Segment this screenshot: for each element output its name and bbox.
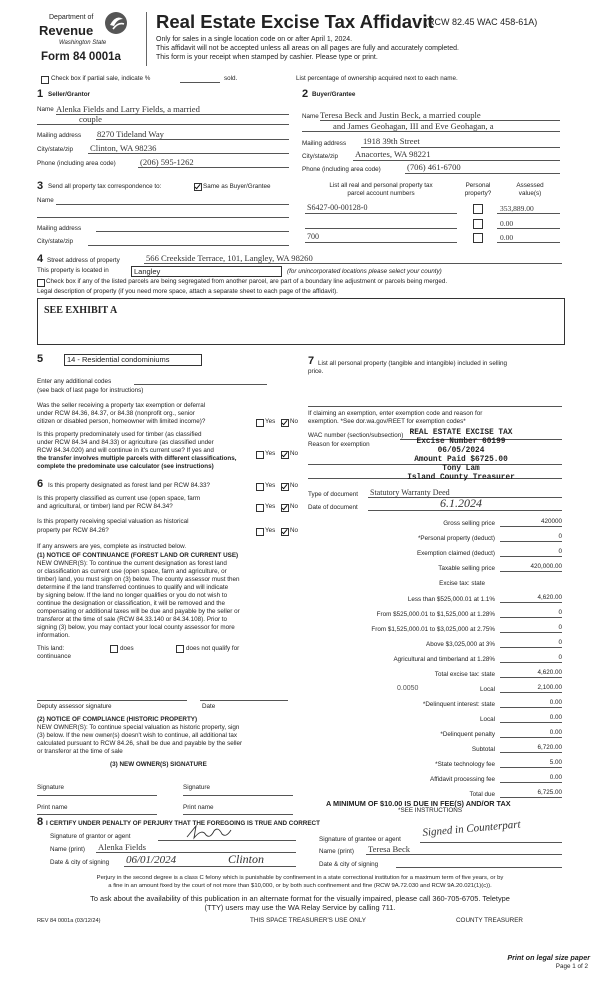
- county-treasurer-label: COUNTY TREASURER: [456, 917, 523, 924]
- seller-mailing-label: Mailing address: [37, 132, 82, 139]
- local-rate: 0.0050: [397, 685, 419, 692]
- tax-value[interactable]: 420,000.00: [530, 563, 562, 570]
- use-code-value: 14 - Residential condominiums: [67, 355, 170, 364]
- buyer-name-line1[interactable]: Teresa Beck and Justin Beck, a married couple: [320, 110, 481, 120]
- signature-label-1: Signature: [37, 784, 64, 791]
- buyer-number: 2: [302, 88, 309, 100]
- personal-property-checkbox[interactable]: [473, 204, 483, 214]
- tax-label: Local: [479, 716, 495, 723]
- no-label: No: [290, 450, 299, 457]
- tax-label: Gross selling price: [443, 520, 495, 527]
- timber-question-4: the transfer involves multiple parcels with different classifications,: [37, 455, 237, 462]
- tax-value[interactable]: 5.00: [549, 759, 562, 766]
- partial-sale-checkbox[interactable]: [41, 76, 49, 84]
- signature-label-2: Signature: [183, 784, 210, 791]
- tax-label: Exemption claimed (deduct): [416, 550, 495, 557]
- header-line-2: This affidavit will not be accepted unless all areas on all pages are fully and accurately completed.: [156, 45, 459, 52]
- land-not-qualify-label: does not qualify for: [186, 645, 240, 652]
- buyer-mailing-label: Mailing address: [302, 140, 347, 147]
- tax-label: From $1,525,000.01 to $3,025,000 at 2.75%: [371, 626, 495, 633]
- answers-note: If any answers are yes, complete as instructed below.: [37, 543, 187, 550]
- historic-question-1: Is this property receiving special valuation as historical: [37, 518, 189, 525]
- correspondence-city-label: City/state/zip: [37, 238, 74, 245]
- seller-name-line2[interactable]: couple: [79, 114, 102, 124]
- exemption-question-2: under RCW 84.36, 84.37, or 84.38 (nonprofit org., senior: [37, 410, 195, 417]
- correspondence-name-label: Name: [37, 197, 54, 204]
- tax-value[interactable]: 0.00: [549, 729, 562, 736]
- grantor-date-label: Date & city of signing: [50, 859, 110, 866]
- see-instructions: *SEE INSTRUCTIONS: [398, 807, 463, 814]
- tax-label: Affidavit processing fee: [430, 776, 495, 783]
- grantee-date-label: Date & city of signing: [319, 861, 379, 868]
- tax-value[interactable]: 0.00: [549, 774, 562, 781]
- street-label: Street address of property: [47, 257, 120, 264]
- exemption-yes-checkbox[interactable]: [256, 419, 264, 427]
- located-note: (for unincorporated locations please select your county): [287, 268, 442, 275]
- grantor-name[interactable]: Alenka Fields: [98, 842, 146, 852]
- seller-number: 1: [37, 88, 44, 100]
- location-select[interactable]: [131, 266, 282, 277]
- stamp-line: Tony Lam: [442, 465, 480, 473]
- parcel-col-header-1b: parcel account numbers: [347, 190, 415, 197]
- tax-value[interactable]: 0.00: [549, 699, 562, 706]
- tax-label: *Personal property (deduct): [417, 535, 495, 542]
- seller-name-line1[interactable]: Alenka Fields and Larry Fields, a married: [56, 104, 200, 114]
- document-date-label: Date of document: [308, 504, 358, 511]
- exemption-question-1: Was the seller receiving a property tax exemption or deferral: [37, 402, 206, 409]
- tax-value[interactable]: 2,100.00: [537, 684, 562, 691]
- tax-value[interactable]: 0.00: [549, 714, 562, 721]
- legal-description-field[interactable]: [37, 298, 565, 345]
- current-use-question-1: Is this property classified as current use (open space, farm: [37, 495, 201, 502]
- exemption-no-checkbox[interactable]: [281, 419, 289, 427]
- grantor-date[interactable]: 06/01/2024: [126, 854, 177, 866]
- timber-yes-checkbox[interactable]: [256, 451, 264, 459]
- print-legal-note: Print on legal size paper: [507, 953, 590, 962]
- stamp-line: Excise Number 60199: [416, 438, 506, 446]
- buyer-phone[interactable]: (706) 461-6700: [407, 162, 461, 172]
- yes-label: Yes: [265, 503, 276, 510]
- timber-question-1: Is this property predominately used for timber (as classified: [37, 431, 202, 438]
- tax-value[interactable]: 0: [558, 639, 562, 646]
- partial-sale-sold: sold.: [224, 75, 238, 82]
- continuance-line: compensating or additional taxes will be due and payable by the seller or: [37, 608, 240, 615]
- compliance-heading: (2) NOTICE OF COMPLIANCE (HISTORIC PROPERTY): [37, 716, 198, 723]
- continuance-heading: (1) NOTICE OF CONTINUANCE (FOREST LAND OR CURRENT USE): [37, 552, 239, 559]
- print-name-label-2: Print name: [183, 804, 214, 811]
- current-use-no-checkbox[interactable]: [281, 504, 289, 512]
- additional-codes-label: Enter any additional codes: [37, 378, 112, 385]
- logo-emblem-icon: [103, 10, 129, 36]
- assessed-value[interactable]: 353,889.00: [500, 204, 534, 213]
- same-as-buyer-label: Same as Buyer/Grantee: [203, 183, 271, 190]
- tax-label: Above $3,025,000 at 3%: [426, 641, 495, 648]
- parcel-col-header-2b: property?: [464, 190, 492, 197]
- land-does-checkbox[interactable]: [110, 645, 118, 653]
- header-line-3: This form is your receipt when stamped by cashier. Please type or print.: [156, 54, 378, 61]
- dor-logo: [37, 10, 129, 66]
- stamp-line: REAL ESTATE EXCISE TAX: [409, 429, 513, 437]
- page-number: Page 1 of 2: [555, 963, 588, 970]
- tax-label: *Delinquent interest: state: [422, 701, 495, 708]
- grantor-signature[interactable]: [184, 823, 234, 841]
- treasurer-use-only: THIS SPACE TREASURER'S USE ONLY: [250, 917, 366, 924]
- yes-label: Yes: [265, 527, 276, 534]
- logo-line-department: Department of: [49, 14, 94, 21]
- exemption-reason-label: Reason for exemption: [308, 441, 370, 448]
- personal-property-checkbox[interactable]: [473, 219, 483, 229]
- forest-question: Is this property designated as forest land per RCW 84.33?: [48, 482, 211, 489]
- ownership-note: List percentage of ownership acquired next to each name.: [296, 75, 458, 82]
- personal-property-price: price.: [308, 368, 324, 375]
- parcel-number[interactable]: S6427-00-00128-0: [307, 203, 368, 212]
- correspondence-number: 3: [37, 180, 44, 192]
- seller-name-label: Name: [37, 106, 54, 113]
- assessed-value[interactable]: 0.00: [500, 233, 514, 242]
- tax-value[interactable]: 0: [558, 624, 562, 631]
- compliance-line: (3) below. If the new owner(s) doesn't wish to continue, all additional tax: [37, 732, 238, 739]
- seller-heading: Seller/Grantor: [48, 91, 90, 98]
- form-number: Form 84 0001a: [41, 51, 121, 63]
- land-not-qualify-checkbox[interactable]: [176, 645, 184, 653]
- form-title: Real Estate Excise Tax Affidavit: [156, 11, 434, 32]
- stamp-line: Island County Treasurer: [407, 474, 515, 482]
- forest-number: 6: [37, 478, 44, 490]
- land-does-label: does: [120, 645, 134, 652]
- form-rcw: (RCW 82.45 WAC 458-61A): [425, 17, 538, 27]
- property-street[interactable]: 566 Creekside Terrace, 101, Langley, WA 98260: [146, 253, 313, 263]
- same-as-buyer-checkbox[interactable]: [194, 183, 202, 191]
- buyer-phone-label: Phone (including area code): [302, 166, 381, 173]
- legal-description-label: Legal description of property (if you need more space, attach a separate sheet to each page of the affidavit).: [37, 288, 338, 295]
- this-land-label: This land:: [37, 645, 65, 652]
- continuance-line: continue the designation or classification, it will be removed and the: [37, 600, 225, 607]
- tax-value[interactable]: 4,620.00: [537, 669, 562, 676]
- timber-question-3: RCW 84.34.020) and will continue in it's current use? If yes and: [37, 447, 214, 454]
- yes-label: Yes: [265, 450, 276, 457]
- parcel-col-header-2a: Personal: [465, 182, 491, 189]
- timber-question-5: complete the predominate use calculator (see instructions): [37, 463, 214, 470]
- correspondence-heading: Send all property tax correspondence to:: [48, 183, 162, 190]
- seller-city-label: City/state/zip: [37, 146, 74, 153]
- tax-label: Excise tax: state: [439, 580, 485, 587]
- grantee-name[interactable]: Teresa Beck: [368, 844, 411, 854]
- document-type-label: Type of document: [308, 491, 359, 498]
- tax-label: Total excise tax: state: [434, 671, 495, 678]
- parcel-col-header-3b: value(s): [518, 190, 542, 197]
- continuance-line: determine if the land transferred continues to qualify and will indicate: [37, 584, 229, 591]
- grantee-signature-label: Signature of grantee or agent: [319, 836, 401, 843]
- parcel-col-header-1a: List all real and personal property tax: [329, 182, 433, 189]
- tax-label: Agricultural and timberland at 1.28%: [393, 656, 495, 663]
- print-name-label-1: Print name: [37, 804, 68, 811]
- tax-label: Taxable selling price: [438, 565, 495, 572]
- tax-label: *Delinquent penalty: [440, 731, 495, 738]
- yes-label: Yes: [265, 482, 276, 489]
- tax-label: From $525,000.01 to $1,525,000 at 1.28%: [376, 611, 495, 618]
- seller-mailing[interactable]: 8270 Tideland Way: [97, 129, 164, 139]
- location-select-value: Langley: [134, 267, 161, 276]
- yes-label: Yes: [265, 418, 276, 425]
- certify-heading: I CERTIFY UNDER PENALTY OF PERJURY THAT THE FOREGOING IS TRUE AND CORRECT: [46, 820, 320, 827]
- use-code-select[interactable]: [64, 354, 202, 366]
- located-label: This property is located in: [37, 267, 109, 274]
- tax-value[interactable]: 4,620.00: [537, 594, 562, 601]
- header-line-1: Only for sales in a single location code on or after April 1, 2024.: [156, 36, 353, 43]
- correspondence-mailing-label: Mailing address: [37, 225, 82, 232]
- additional-codes-note: (see back of last page for instructions): [37, 387, 144, 394]
- buyer-heading: Buyer/Grantee: [312, 91, 356, 98]
- continuance-line: transferor at the time of sale (RCW 84.33.140 or 84.34.108). Prior to: [37, 616, 228, 623]
- forest-yes-checkbox[interactable]: [256, 483, 264, 491]
- seller-phone[interactable]: (206) 595-1262: [140, 157, 194, 167]
- logo-line-revenue: Revenue: [39, 23, 94, 38]
- document-type[interactable]: Statutory Warranty Deed: [370, 488, 450, 497]
- no-label: No: [290, 418, 299, 425]
- tax-value[interactable]: 6,720.00: [537, 744, 562, 751]
- grantor-city[interactable]: Clinton: [228, 852, 265, 866]
- stamp-line: Amount Paid $6725.00: [414, 456, 508, 464]
- tax-value[interactable]: 420000: [540, 518, 562, 525]
- seller-phone-label: Phone (including area code): [37, 160, 116, 167]
- tax-value[interactable]: 0: [558, 609, 562, 616]
- buyer-city-label: City/state/zip: [302, 153, 339, 160]
- property-number: 4: [37, 253, 44, 265]
- revision-number: REV 84 0001a (03/12/24): [37, 918, 101, 924]
- certify-number: 8: [37, 816, 44, 828]
- accessibility-line-1: To ask about the availability of this publication in an alternate format for the visually impaired, please call 360-705-6705. Teletype: [90, 894, 510, 903]
- timber-no-checkbox[interactable]: [281, 451, 289, 459]
- accessibility-line-2: (TTY) users may use the WA Relay Service by calling 711.: [204, 903, 396, 912]
- minimum-due-note: A MINIMUM OF $10.00 IS DUE IN FEE(S) AND/OR TAX: [326, 799, 511, 808]
- assessed-value[interactable]: 0.00: [500, 219, 514, 228]
- timber-question-2: under RCW 84.34 and 84.33) or agriculture (as classified under: [37, 439, 214, 446]
- tax-label: Less than $525,000.01 at 1.1%: [407, 596, 495, 603]
- current-use-yes-checkbox[interactable]: [256, 504, 264, 512]
- buyer-city[interactable]: Anacortes, WA 98221: [355, 149, 431, 159]
- buyer-name-line2[interactable]: and James Geohagan, III and Eve Geohagan, a: [333, 121, 494, 131]
- exemption-instruction-2: exemption. *See dor.wa.gov/REET for exemption codes*: [308, 418, 466, 425]
- parcel-number[interactable]: 700: [307, 232, 319, 241]
- exemption-instruction-1: If claiming an exemption, enter exemption code and reason for: [308, 410, 483, 417]
- document-date[interactable]: 6.1.2024: [440, 496, 482, 510]
- perjury-line-2: a fine in an amount fixed by the court of not more than $10,000, or by both such confinement and fine (RCW 9A.72.030 and RCW 9A.20.021(1)(c)).: [108, 883, 492, 889]
- compliance-line: calculated pursuant to RCW 84.26, shall be due and payable by the seller: [37, 740, 243, 747]
- forest-no-checkbox[interactable]: [281, 483, 289, 491]
- continuance-line: information.: [37, 632, 70, 639]
- continuance-line: or classification as current use (open space, farm and agriculture, or: [37, 568, 227, 575]
- grantor-signature-label: Signature of grantor or agent: [50, 833, 131, 840]
- tax-value[interactable]: 0: [558, 548, 562, 555]
- partial-sale-label: Check box if partial sale, indicate %: [51, 75, 151, 82]
- segregated-checkbox[interactable]: [37, 279, 45, 287]
- new-owner-signature-heading: (3) NEW OWNER(S) SIGNATURE: [110, 761, 207, 768]
- grantee-name-label: Name (print): [319, 848, 354, 855]
- historic-question-2: property per RCW 84.26?: [37, 527, 109, 534]
- legal-description-text: SEE EXHIBIT A: [44, 305, 118, 316]
- tax-label: *State technology fee: [435, 761, 495, 768]
- seller-city[interactable]: Clinton, WA 98236: [90, 143, 157, 153]
- grantor-name-label: Name (print): [50, 846, 85, 853]
- no-label: No: [290, 527, 299, 534]
- buyer-mailing[interactable]: 1918 39th Street: [363, 136, 420, 146]
- exemption-question-3: citizen or disabled person, homeowner with limited income)?: [37, 418, 206, 425]
- personal-number: 7: [308, 355, 315, 367]
- grantee-signature[interactable]: Signed in Counterpart: [421, 818, 522, 839]
- use-number: 5: [37, 353, 44, 365]
- segregated-note: Check box if any of the listed parcels are being segregated from another parcel, are part of a boundary line adjustment or parcels being merged.: [46, 278, 448, 285]
- no-label: No: [290, 482, 299, 489]
- tax-label: Local: [479, 686, 495, 693]
- personal-property-checkbox[interactable]: [473, 233, 483, 243]
- parcel-col-header-3a: Assessed: [516, 182, 544, 189]
- wac-number-label: WAC number (section/subsection): [308, 432, 404, 439]
- continuance-line: by signing below. If the land no longer qualifies or you do not wish to: [37, 592, 228, 599]
- current-use-question-2: and agricultural, or timber) land per RCW 84.34?: [37, 503, 173, 510]
- tax-value[interactable]: 6,725.00: [537, 789, 562, 796]
- assessor-signature-label: Deputy assessor signature: [37, 703, 112, 710]
- tax-value[interactable]: 0: [558, 654, 562, 661]
- no-label: No: [290, 503, 299, 510]
- personal-property-text: List all personal property (tangible and intangible) included in selling: [318, 360, 508, 367]
- tax-label: Subtotal: [471, 746, 495, 753]
- continuance-line: timber) land, you must sign on (3) below. The county assessor must then: [37, 576, 240, 583]
- tax-label: Total due: [469, 791, 495, 798]
- continuance-line: signing (3) below, you may contact your local county assessor for more: [37, 624, 235, 631]
- continuance-line: NEW OWNER(S): To continue the current designation as forest land: [37, 560, 227, 567]
- logo-line-state: Washington State: [59, 40, 107, 46]
- compliance-line: NEW OWNER(S): To continue special valuation as historic property, sign: [37, 724, 240, 731]
- compliance-line: or transferor at the time of sale: [37, 748, 123, 755]
- continuance-label: continuance: [37, 653, 71, 660]
- tax-value[interactable]: 0: [558, 533, 562, 540]
- perjury-line-1: Perjury in the second degree is a class C felony which is punishable by confinement in a state correctional institution for a maximum term of five years, or by: [96, 875, 504, 881]
- stamp-line: 06/05/2024: [437, 447, 485, 455]
- historic-no-checkbox[interactable]: [281, 528, 289, 536]
- buyer-name-label: Name: [302, 113, 319, 120]
- assessor-date-label: Date: [202, 703, 216, 710]
- historic-yes-checkbox[interactable]: [256, 528, 264, 536]
